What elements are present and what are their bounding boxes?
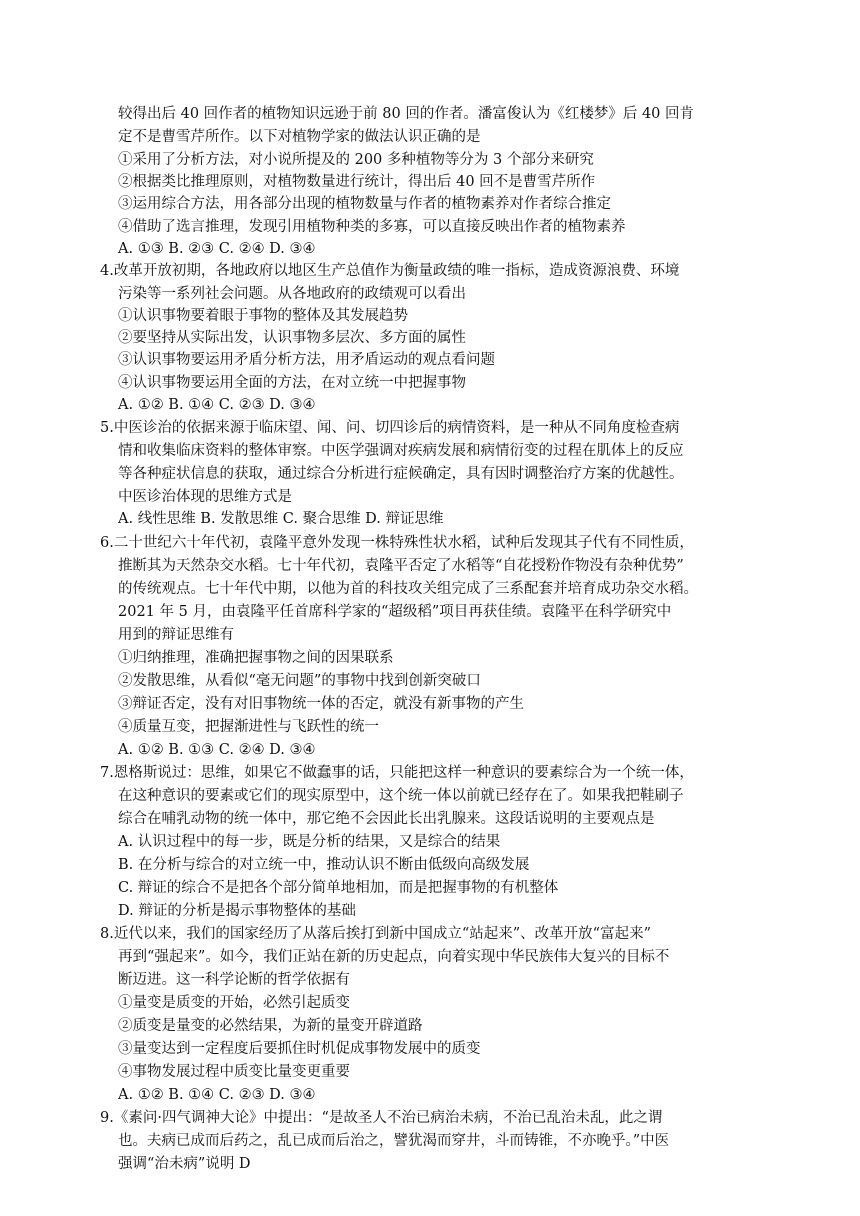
question-5: 5.中医诊治的依据来源于临床望、闻、问、切四诊后的病情资料，是一种从不同角度检查病: [100, 420, 680, 436]
option-d: D. 辩证的分析是揭示事物整体的基础: [118, 903, 356, 919]
text-line: 的传统观点。七十年代中期，以他为首的科技攻关组完成了三系配套并培育成功杂交水稻。: [118, 581, 698, 597]
text-line: ①认识事物要着眼于事物的整体及其发展趋势: [118, 308, 408, 324]
text-line: ③认识事物要运用矛盾分析方法，用矛盾运动的观点看问题: [118, 352, 495, 368]
answer-options: A. ①② B. ①④ C. ②③ D. ③④: [118, 1087, 316, 1103]
text-line: ③运用综合方法，用各部分出现的植物数量与作者的植物素养对作者综合推定: [118, 196, 611, 212]
option-c: C. 辩证的综合不是把各个部分简单地相加，而是把握事物的有机整体: [118, 880, 559, 896]
text-line: 再到“强起来”。如今，我们正站在新的历史起点，向着实现中华民族伟大复兴的目标不: [118, 949, 670, 965]
text-line: 也。夫病已成而后药之，乱已成而后治之，譬犹渴而穿井，斗而铸锥，不亦晚乎。”中医: [118, 1133, 670, 1149]
text-line: 用到的辩证思维有: [118, 627, 234, 643]
question-7: 7.恩格斯说过：思维，如果它不做蠢事的话，只能把这样一种意识的要素综合为一个统一体，: [100, 765, 694, 781]
text-line: ③辩证否定，没有对旧事物统一体的否定，就没有新事物的产生: [118, 696, 524, 712]
text-line: 综合在哺乳动物的统一体中，那它绝不会因此长出乳腺来。这段话说明的主要观点是: [118, 811, 655, 827]
answer-options: A. ①② B. ①④ C. ②③ D. ③④: [118, 397, 316, 413]
text-line: ①归纳推理，准确把握事物之间的因果联系: [118, 650, 394, 666]
option-a: A. 认识过程中的每一步，既是分析的结果，又是综合的结果: [118, 834, 501, 850]
text-line: ①采用了分析方法，对小说所提及的 200 多种植物等分为 3 个部分来研究: [118, 152, 594, 168]
text-line: ③量变达到一定程度后要抓住时机促成事物发展中的质变: [118, 1041, 481, 1057]
text-line: 断迈进。这一科学论断的哲学依据有: [118, 972, 350, 988]
text-line: ①量变是质变的开始，必然引起质变: [118, 995, 350, 1011]
option-b: B. 在分析与综合的对立统一中，推动认识不断由低级向高级发展: [118, 857, 530, 873]
text-line: 推断其为天然杂交水稻。七十年代初，袁隆平否定了水稻等“自花授粉作物没有杂种优势”: [118, 558, 684, 574]
text-line: ②要坚持从实际出发，认识事物多层次、多方面的属性: [118, 330, 466, 346]
question-4: 4.改革开放初期，各地政府以地区生产总值作为衡量政绩的唯一指标，造成资源浪费、环境: [100, 263, 680, 279]
text-line: ④质量互变，把握渐进性与飞跃性的统一: [118, 719, 379, 735]
question-8: 8.近代以来，我们的国家经历了从落后挨打到新中国成立“站起来”、改革开放“富起来”: [100, 926, 651, 942]
text-line: ④事物发展过程中质变比量变更重要: [118, 1064, 350, 1080]
answer-options: A. ①③ B. ②③ C. ②④ D. ③④: [118, 241, 316, 257]
answer-options: A. 线性思维 B. 发散思维 C. 聚合思维 D. 辩证思维: [118, 511, 444, 527]
answer-options: A. ①② B. ①③ C. ②④ D. ③④: [118, 742, 316, 758]
text-line: 情和收集临床资料的整体审察。中医学强调对疾病发展和病情衍变的过程在肌体上的反应: [118, 443, 684, 459]
text-line: ②质变是量变的必然结果，为新的量变开辟道路: [118, 1018, 423, 1034]
question-6: 6.二十世纪六十年代初，袁隆平意外发现一株特殊性状水稻，试种后发现其子代有不同性质，: [100, 535, 694, 551]
text-line: 强调“治未病”说明 D: [118, 1156, 251, 1172]
text-line: 2021 年 5 月，由袁隆平任首席科学家的“超级稻”项目再获佳绩。袁隆平在科学研究中: [118, 604, 672, 620]
text-line: ②根据类比推理原则，对植物数量进行统计，得出后 40 回不是曹雪芹所作: [118, 174, 596, 190]
text-line: ④认识事物要运用全面的方法，在对立统一中把握事物: [118, 375, 466, 391]
text-line: ②发散思维，从看似“毫无问题”的事物中找到创新突破口: [118, 673, 481, 689]
text-line: 较得出后 40 回作者的植物知识远逊于前 80 回的作者。潘富俊认为《红楼梦》后 40 回肯: [118, 106, 695, 122]
question-9: 9.《素问·四气调神大论》中提出：“是故圣人不治已病治未病，不治已乱治未乱，此之谓: [100, 1110, 663, 1126]
text-line: 在这种意识的要素或它们的现实原型中，这个统一体以前就已经存在了。如果我把鞋刷子: [118, 788, 684, 804]
text-line: ④借助了选言推理，发现引用植物种类的多寡，可以直接反映出作者的植物素养: [118, 219, 626, 235]
text-line: 中医诊治体现的思维方式是: [118, 489, 292, 505]
text-line: 污染等一系列社会问题。从各地政府的政绩观可以看出: [118, 286, 466, 302]
text-line: 等各种症状信息的获取，通过综合分析进行症候确定，具有因时调整治疗方案的优越性。: [118, 466, 684, 482]
text-line: 定不是曹雪芹所作。以下对植物学家的做法认识正确的是: [118, 129, 481, 145]
